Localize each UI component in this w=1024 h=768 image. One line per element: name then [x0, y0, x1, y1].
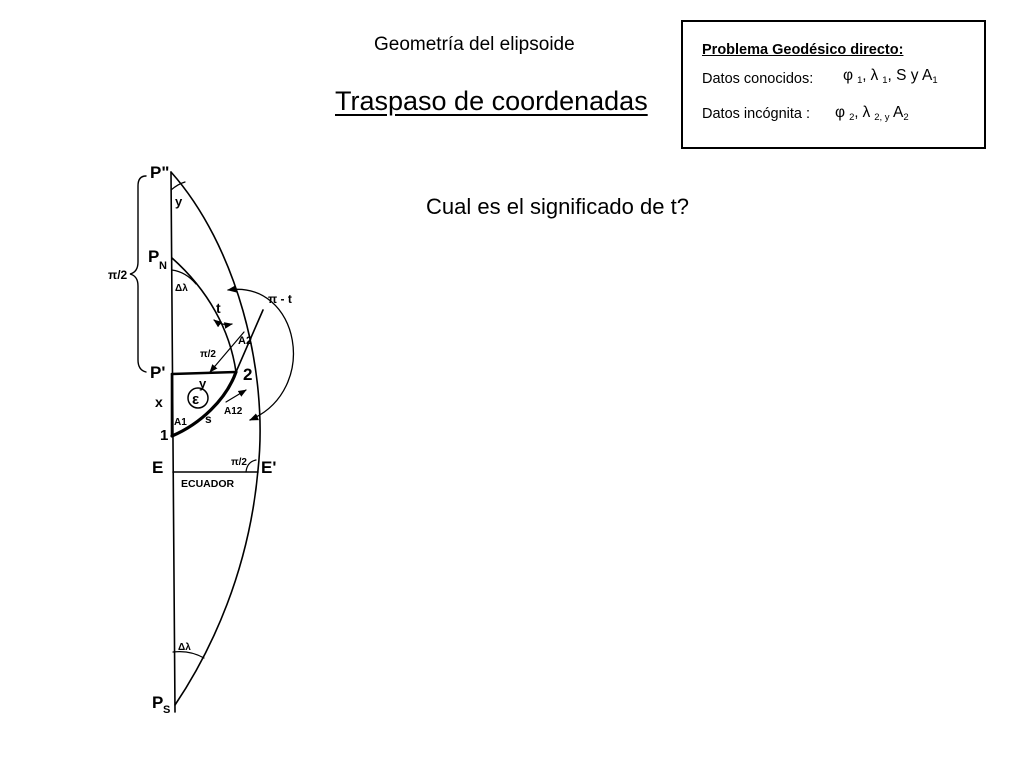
unknown-phi: φ	[835, 104, 846, 121]
label-pi-half-eq: π/2	[231, 457, 247, 468]
known-rest: , S y A	[887, 67, 933, 84]
known-lambda-sub: 1	[882, 75, 888, 86]
delta-lambda-top-arc	[172, 270, 196, 284]
pi-half-brace	[130, 176, 146, 372]
unknown-lambda-sub: 2, y	[874, 112, 890, 123]
label-pn-sub: N	[159, 260, 167, 272]
unknown-sep: ,	[854, 105, 863, 121]
slide-subtitle: Geometría del elipsoide	[374, 34, 575, 55]
central-meridian-line	[171, 172, 175, 712]
label-one: 1	[160, 427, 169, 444]
label-t: t	[216, 300, 221, 316]
label-pi-minus-t: π - t	[268, 292, 292, 306]
equator-right-angle	[246, 460, 256, 472]
unknown-rest: A	[889, 104, 904, 121]
label-delta-top: Δλ	[175, 283, 188, 294]
label-ps-sub: S	[163, 704, 171, 716]
known-sep: ,	[862, 68, 871, 84]
label-s: s	[205, 412, 212, 426]
unknown-a-sub: 2	[903, 112, 909, 123]
problem-title: Problema Geodésico directo:	[702, 42, 904, 58]
label-epsilon: ε	[192, 391, 200, 408]
pi-minus-t-arc	[228, 289, 293, 420]
known-lambda: λ	[870, 67, 879, 84]
label-ecuador: ECUADOR	[181, 478, 235, 490]
question-text: Cual es el significado de t?	[426, 194, 689, 219]
label-pn: P	[148, 247, 160, 266]
label-pi-half-mid: π/2	[200, 349, 216, 360]
label-x: x	[155, 394, 163, 410]
label-e-prime: E'	[261, 458, 277, 477]
label-a1: A1	[174, 417, 187, 428]
outer-meridian-arc	[171, 172, 260, 705]
known-phi: φ	[843, 67, 854, 84]
parallel-line	[172, 372, 236, 374]
a12-arrow	[226, 390, 246, 402]
label-y-mid: y	[199, 376, 207, 391]
unknown-lambda: λ	[862, 104, 871, 121]
label-ps: P	[152, 693, 164, 712]
label-a12: A12	[224, 406, 243, 417]
unknown-phi-sub: 2	[849, 112, 855, 123]
label-a2: A2	[238, 335, 253, 347]
t-angle-arc	[214, 320, 232, 325]
known-a-sub: 1	[932, 75, 938, 86]
label-p-prime: P'	[150, 363, 166, 382]
unknown-data-label: Datos incógnita :	[702, 106, 811, 122]
slide-title: Traspaso de coordenadas	[335, 86, 648, 116]
known-phi-sub: 1	[857, 75, 863, 86]
label-delta-bottom: Δλ	[178, 642, 191, 653]
known-data-label: Datos conocidos:	[702, 71, 814, 87]
label-p-double: P"	[150, 163, 170, 182]
label-pi-half-brace: π/2	[108, 268, 128, 282]
label-y-top: y	[175, 194, 183, 209]
label-two: 2	[243, 365, 253, 384]
label-e: E	[152, 458, 164, 477]
